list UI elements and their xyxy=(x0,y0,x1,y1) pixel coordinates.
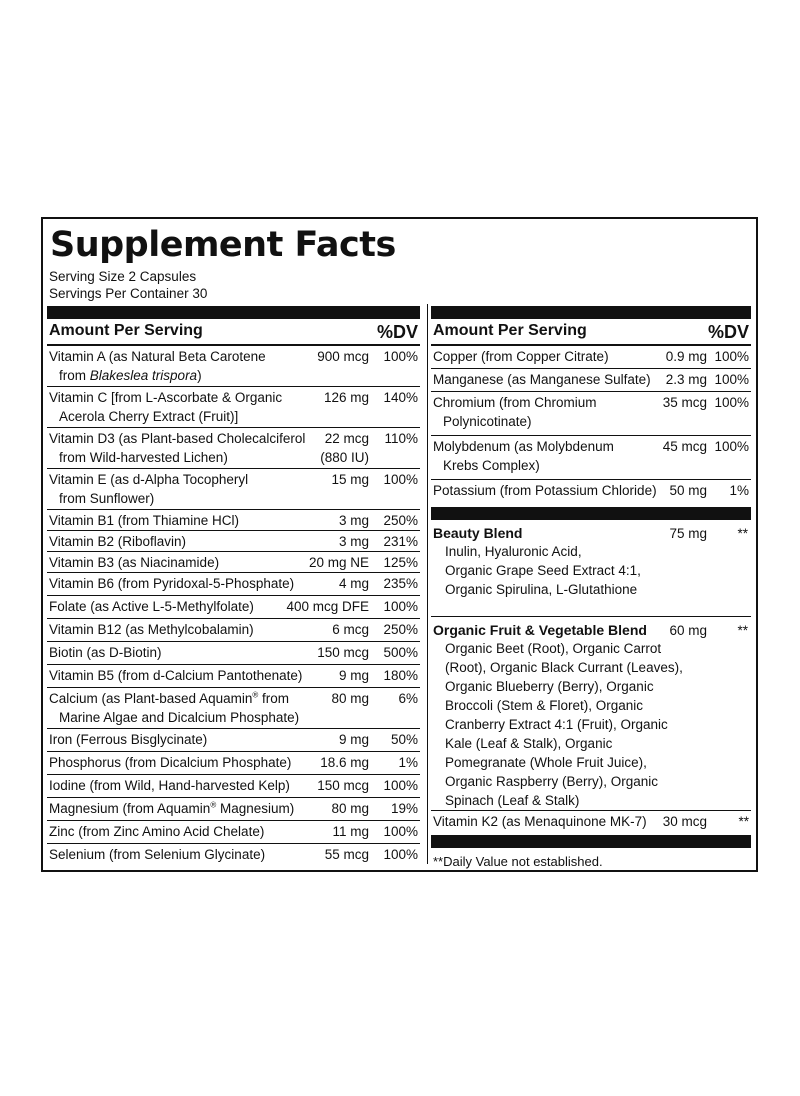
nutrient-name: Calcium (as Plant-based Aquamin® from Marine Algae and Dicalcium Phosphate) xyxy=(49,690,300,725)
nutrient-name: Vitamin K2 (as Menaquinone MK-7) xyxy=(433,814,647,829)
serving-size: Serving Size 2 Capsules xyxy=(49,269,197,284)
nutrient-amount: 2.3 mg xyxy=(665,372,707,387)
nutrient-row xyxy=(431,392,751,436)
header-bar xyxy=(47,306,420,319)
nutrient-name: Magnesium (from Aquamin® Magnesium) xyxy=(49,800,295,816)
nutrient-name: Phosphorus (from Dicalcium Phosphate) xyxy=(49,755,292,770)
nutrient-name: Chromium (from Chromium Polynicotinate) xyxy=(433,395,597,429)
blend-list xyxy=(431,520,751,811)
header-bar xyxy=(431,306,751,319)
nutrient-dv: 231% xyxy=(383,534,418,549)
nutrient-amount: 15 mg xyxy=(331,472,369,487)
nutrient-name: Vitamin B6 (from Pyridoxal-5-Phosphate) xyxy=(49,576,295,591)
nutrient-dv: 100% xyxy=(383,599,418,614)
nutrient-name: Vitamin B12 (as Methylcobalamin) xyxy=(49,622,254,637)
nutrient-amount: 6 mcg xyxy=(332,622,369,637)
panel-title: Supplement Facts xyxy=(50,225,396,265)
nutrient-dv: 250% xyxy=(383,513,418,528)
nutrient-dv: 235% xyxy=(383,576,418,591)
blend-row xyxy=(431,520,751,617)
nutrient-dv: 110% xyxy=(384,431,418,446)
nutrient-row xyxy=(47,552,420,573)
nutrient-amount: 9 mg xyxy=(338,732,369,747)
blend-separator-bar xyxy=(431,507,751,520)
nutrient-name: Zinc (from Zinc Amino Acid Chelate) xyxy=(49,824,265,839)
nutrient-name: Selenium (from Selenium Glycinate) xyxy=(49,847,266,862)
nutrient-name: Vitamin A (as Natural Beta Carotene from Blakeslea trispora) xyxy=(49,349,266,383)
nutrient-row xyxy=(47,729,420,752)
right-column-header xyxy=(431,319,751,346)
nutrient-dv: ** xyxy=(738,814,749,829)
nutrient-amount: 80 mg xyxy=(331,691,369,706)
nutrient-row xyxy=(47,821,420,844)
blend-dv: ** xyxy=(737,526,748,541)
nutrient-amount: 4 mg xyxy=(338,576,369,591)
nutrient-amount: 150 mcg xyxy=(317,645,369,660)
nutrient-amount: 126 mg xyxy=(323,390,369,405)
nutrient-amount: 9 mg xyxy=(338,668,369,683)
nutrient-amount: 11 mg xyxy=(332,824,369,839)
k2-row xyxy=(431,811,751,835)
nutrient-dv: 100% xyxy=(714,349,749,364)
nutrient-amount: 80 mg xyxy=(331,801,369,816)
nutrient-amount: 50 mg xyxy=(669,483,707,498)
nutrient-dv: 180% xyxy=(383,668,418,683)
nutrient-amount: 3 mg xyxy=(338,534,369,549)
nutrient-row xyxy=(47,428,420,469)
nutrient-amount: 900 mcg xyxy=(317,349,369,364)
nutrient-row xyxy=(47,346,420,387)
nutrient-row xyxy=(47,665,420,688)
nutrient-amount: 400 mcg DFE xyxy=(286,599,369,614)
nutrient-row xyxy=(47,798,420,821)
dv-label: %DV xyxy=(376,322,418,342)
nutrient-amount: 0.9 mg xyxy=(665,349,707,364)
nutrient-name: Vitamin B5 (from d-Calcium Pantothenate) xyxy=(49,668,303,683)
nutrient-name: Vitamin B2 (Riboflavin) xyxy=(49,534,187,549)
nutrient-name: Vitamin C [from L-Ascorbate & Organic Acerola Cherry Extract (Fruit)] xyxy=(49,390,283,424)
nutrient-name: Iodine (from Wild, Hand-harvested Kelp) xyxy=(49,778,290,793)
blend-name: Beauty Blend xyxy=(433,525,523,541)
nutrient-name: Iron (Ferrous Bisglycinate) xyxy=(49,732,208,747)
blend-dv: ** xyxy=(737,623,748,638)
nutrient-name: Molybdenum (as Molybdenum Krebs Complex) xyxy=(433,439,614,473)
blend-ingredients: Inulin, Hyaluronic Acid, Organic Grape Seed Extract 4:1, Organic Spirulina, L-Glutathione xyxy=(445,544,641,597)
nutrient-name: Potassium (from Potassium Chloride) xyxy=(433,483,657,498)
nutrient-dv: 100% xyxy=(383,778,418,793)
nutrient-row xyxy=(47,642,420,665)
nutrient-amount: 18.6 mg xyxy=(320,755,369,770)
nutrient-amount: 20 mg NE xyxy=(308,555,369,570)
footnote: **Daily Value not established. xyxy=(433,854,603,869)
nutrient-amount: 35 mcg xyxy=(662,395,707,410)
nutrient-row xyxy=(47,596,420,619)
nutrient-row xyxy=(431,480,751,505)
blend-ingredients: Organic Beet (Root), Organic Carrot (Root), Organic Black Currant (Leaves), Organic Blueberry (Berry), Organic Broccoli (Stem & Floret), Organic Cranberry Extract 4:1 (Fruit), Organic Kale (Leaf & Stalk), Organic Pomegranate (Whole Fruit Juice), Organic Raspberry (Berry), Organic Spinach (Leaf & Stalk) xyxy=(445,641,683,808)
nutrient-dv: 140% xyxy=(383,390,418,405)
amount-per-serving-label: Amount Per Serving xyxy=(49,322,203,339)
nutrient-name: Copper (from Copper Citrate) xyxy=(433,349,609,364)
nutrient-dv: 100% xyxy=(383,824,418,839)
nutrient-name: Vitamin D3 (as Plant-based Cholecalciferol from Wild-harvested Lichen) xyxy=(49,431,306,465)
nutrient-row xyxy=(47,688,420,729)
nutrient-row xyxy=(431,346,751,369)
nutrient-dv: 500% xyxy=(383,645,418,660)
nutrient-row xyxy=(431,436,751,480)
left-column-header xyxy=(47,319,420,346)
nutrient-row xyxy=(47,775,420,798)
nutrient-amount: 55 mcg xyxy=(324,847,369,862)
amount-per-serving-label: Amount Per Serving xyxy=(433,322,587,339)
serving-info xyxy=(49,268,207,302)
nutrient-dv: 125% xyxy=(383,555,418,570)
nutrient-row xyxy=(47,510,420,531)
dv-label: %DV xyxy=(707,322,749,342)
nutrient-name: Vitamin B3 (as Niacinamide) xyxy=(49,555,220,570)
blend-amount: 60 mg xyxy=(669,623,707,638)
nutrient-name: Manganese (as Manganese Sulfate) xyxy=(433,372,651,387)
nutrient-dv: 19% xyxy=(390,801,418,816)
nutrient-amount: 45 mcg xyxy=(662,439,707,454)
nutrient-dv: 1% xyxy=(729,483,749,498)
supplement-facts-panel xyxy=(41,217,758,872)
nutrient-amount: 30 mcg xyxy=(662,814,707,829)
blend-name: Organic Fruit & Vegetable Blend xyxy=(433,622,647,638)
nutrient-dv: 100% xyxy=(383,349,418,364)
nutrient-row xyxy=(47,387,420,428)
nutrient-row xyxy=(47,752,420,775)
nutrient-row xyxy=(47,844,420,867)
left-column xyxy=(47,306,420,867)
nutrient-name: Vitamin E (as d-Alpha Tocopheryl from Sunflower) xyxy=(49,472,249,506)
nutrient-row xyxy=(47,469,420,510)
nutrient-dv: 6% xyxy=(398,691,418,706)
nutrient-dv: 100% xyxy=(714,439,749,454)
nutrient-row xyxy=(431,369,751,392)
nutrient-dv: 100% xyxy=(383,847,418,862)
blend-amount: 75 mg xyxy=(669,526,707,541)
footer-bar xyxy=(431,835,751,848)
nutrient-row xyxy=(47,531,420,552)
nutrient-dv: 250% xyxy=(383,622,418,637)
nutrient-amount: 22 mcg (880 IU) xyxy=(320,431,369,465)
blend-row xyxy=(431,617,751,811)
nutrient-dv: 1% xyxy=(398,755,418,770)
right-column xyxy=(431,306,751,869)
nutrient-name: Folate (as Active L-5-Methylfolate) xyxy=(49,599,254,614)
nutrient-dv: 100% xyxy=(714,395,749,410)
nutrient-row xyxy=(47,619,420,642)
nutrient-amount: 3 mg xyxy=(338,513,369,528)
nutrient-amount: 150 mcg xyxy=(317,778,369,793)
nutrient-name: Vitamin B1 (from Thiamine HCl) xyxy=(49,513,240,528)
servings-per-container: Servings Per Container 30 xyxy=(49,286,208,301)
nutrient-dv: 50% xyxy=(390,732,418,747)
nutrient-row xyxy=(47,573,420,596)
column-divider xyxy=(427,304,428,864)
nutrient-dv: 100% xyxy=(714,372,749,387)
nutrient-name: Biotin (as D-Biotin) xyxy=(49,645,162,660)
nutrient-dv: 100% xyxy=(383,472,418,487)
left-nutrient-list xyxy=(47,346,420,867)
right-nutrient-list xyxy=(431,346,751,505)
